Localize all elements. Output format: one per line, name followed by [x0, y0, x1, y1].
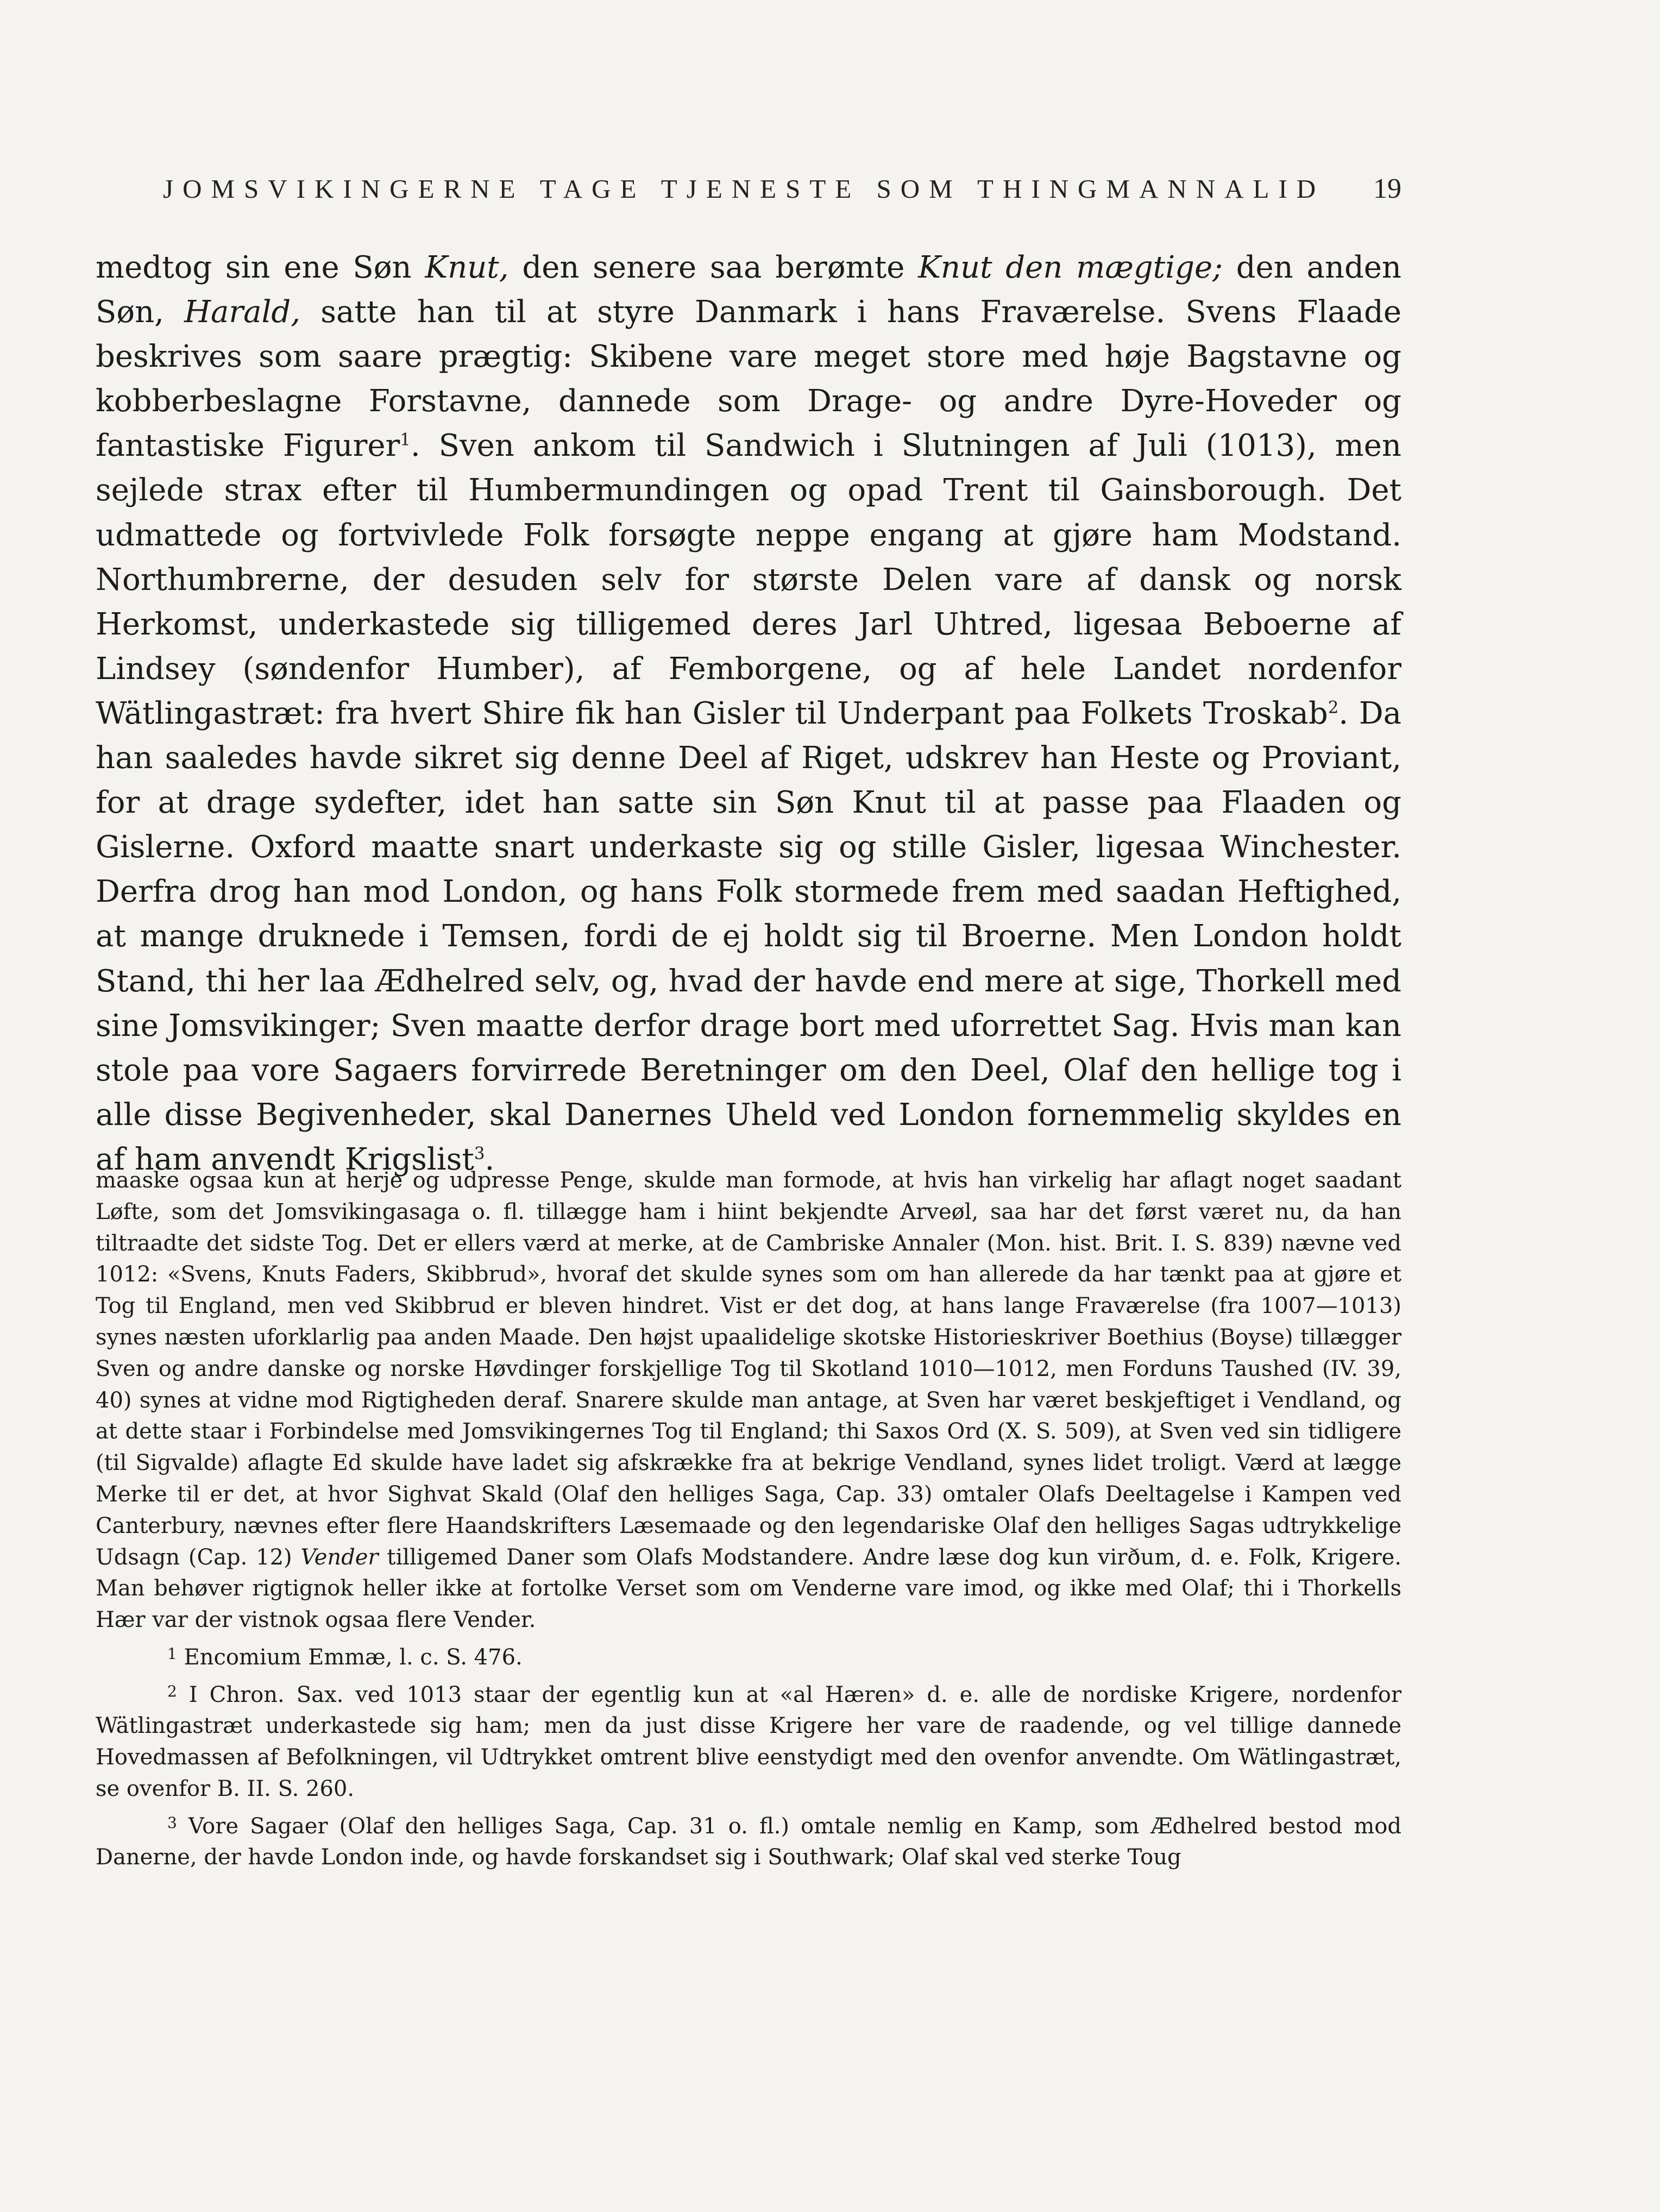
body-italic: Knut,	[425, 250, 509, 285]
footnote-3	[96, 1807, 1401, 1874]
body-text: .	[485, 1141, 495, 1177]
main-text	[96, 246, 1401, 1182]
footnote-mark: 3	[167, 1813, 177, 1832]
footnote-text: maaske ogsaa kun at herje og udpresse Penge, skulde man formode, at hvis han virkelig har aflagt noget saadant Løfte, som det Jomsvikingasaga o. fl. tillægge ham i hiint bekjendte Arveøl, saa har det først været nu, da han tiltraadte det sidste Tog. Det er ellers værd at merke, at de Cambriske Annaler (Mon. hist. Brit. I. S. 839) nævne ved 1012: «Svens, Knuts Faders, Skibbrud», hvoraf det skulde synes som om han allerede da har tænkt paa at gjøre et Tog til England, men ved Skibbrud er bleven hindret. Vist er det dog, at hans lange Fraværelse (fra 1007—1013) synes næsten uforklarlig paa anden Maade. Den højst upaalidelige skotske Historieskriver Boethius (Boyse) tillægger Sven og andre danske og norske Høvdinger forskjellige Tog til Skotland 1010—1012, men Forduns Taushed (IV. 39, 40) synes at vidne mod Rigtigheden deraf. Snarere skulde man antage, at Sven har været beskjeftiget i Vendland, og at dette staar i Forbindelse med Jomsvikingernes Tog til England; thi Saxos Ord (X. S. 509), at Sven ved sin tidligere (til Sigvalde) aflagte Ed skulde have ladet sig afskrække fra at bekrige Vendland, synes lidet troligt. Værd at lægge Merke til er det, at hvor Sighvat Skald (Olaf den helliges Saga, Cap. 33) omtaler Olafs Deeltagelse i Kampen ved Canterbury, nævnes efter flere Haandskrifters Læsemaade og den legendariske Olaf den helliges Sagas udtrykkelige Udsagn (Cap. 12)	[96, 1168, 1401, 1570]
body-text: satte han til at styre Danmark i hans Fraværelse. Svens Flaade beskrives som saare prægtig: Skibene vare meget store med høje Bagstavne og kobberbeslagne Forstavne, dannede som Drage- og andre Dyre-Hoveder og fantastiske Figurer	[96, 294, 1401, 464]
footnote-continuation	[96, 1165, 1401, 1636]
footnote-2	[96, 1676, 1401, 1805]
footnote-text: I Chron. Sax. ved 1013 staar der egentlig kun at «al Hæren» d. e. alle de nordiske Krigere, nordenfor Wätlingastræt underkastede sig ham; men da just disse Krigere her vare de raadende, og vel tillige dannede Hovedmassen af Befolkningen, vil Udtrykket omtrent blive eenstydigt med den ovenfor anvendte. Om Wätlingastræt, se ovenfor B. II. S. 260.	[96, 1682, 1401, 1801]
body-text: den anden Søn,	[96, 250, 1401, 330]
footnote-ref-3: 3	[474, 1143, 485, 1164]
body-text: . Sven ankom til Sandwich i Slutningen af Juli (1013), men sejlede strax efter til Humbermundingen og opad Trent til Gainsborough. Det udmattede og fortvivlede Folk forsøgte neppe engang at gjøre ham Modstand. Northumbrerne, der desuden selv for største Delen vare af dansk og norsk Herkomst, underkastede sig tilligemed deres Jarl Uhtred, ligesaa Beboerne af Lindsey (søndenfor Humber), af Femborgene, og af hele Landet nordenfor Wätlingastræt: fra hvert Shire fik han Gisler til Underpant paa Folkets Troskab	[96, 428, 1401, 731]
footnote-text: Encomium Emmæ, l. c. S. 476.	[177, 1644, 523, 1670]
footnote-ref-1: 1	[400, 430, 411, 450]
footnote-mark: 2	[167, 1682, 177, 1700]
footnote-1	[96, 1638, 1401, 1674]
footnote-text: Vore Sagaer (Olaf den helliges Saga, Cap. 31 o. fl.) omtale nemlig en Kamp, som Ædhelred bestod mod Danerne, der havde London inde, og havde forskandset sig i Southwark; Olaf skal ved sterke Toug	[96, 1813, 1401, 1870]
running-header	[163, 173, 1401, 205]
body-text: . Da han saaledes havde sikret sig denne Deel af Riget, udskrev han Heste og Proviant, for at drage sydefter, idet han satte sin Søn Knut til at passe paa Flaaden og Gislerne. Oxford maatte snart underkaste sig og stille Gisler, ligesaa Winchester. Derfra drog han mod London, og hans Folk stormede frem med saadan Heftighed, at mange druknede i Temsen, fordi de ej holdt sig til Broerne. Men London holdt Stand, thi her laa Ædhelred selv, og, hvad der havde end mere at sige, Thorkell med sine Jomsvikinger; Sven maatte derfor drage bort med uforrettet Sag. Hvis man kan stole paa vore Sagaers forvirrede Beretninger om den Deel, Olaf den hellige tog i alle disse Begivenheder, skal Danernes Uheld ved London fornemmelig skyldes en af ham anvendt Krigslist	[96, 695, 1401, 1177]
footnotes	[96, 1165, 1401, 1874]
footnote-italic: Vender	[300, 1544, 379, 1570]
body-italic: Harald,	[184, 294, 301, 330]
running-title: JOMSVIKINGERNE TAGE TJENESTE SOM THINGMANNALID	[163, 174, 1325, 204]
body-text: den senere saa berømte	[508, 250, 919, 285]
page-number: 19	[1373, 173, 1401, 204]
footnote-ref-2: 2	[1328, 697, 1339, 718]
body-italic: Knut den mægtige;	[918, 250, 1223, 285]
body-text: medtog sin ene Søn	[96, 250, 425, 285]
footnote-text: tilligemed Daner som Olafs Modstandere. Andre læse dog kun virðum, d. e. Folk, Krigere. Man behøver rigtignok heller ikke at fortolke Verset som om Venderne vare imod, og ikke med Olaf; thi i Thorkells Hær var der vistnok ogsaa flere Vender.	[96, 1544, 1401, 1633]
footnote-mark: 1	[167, 1644, 177, 1663]
